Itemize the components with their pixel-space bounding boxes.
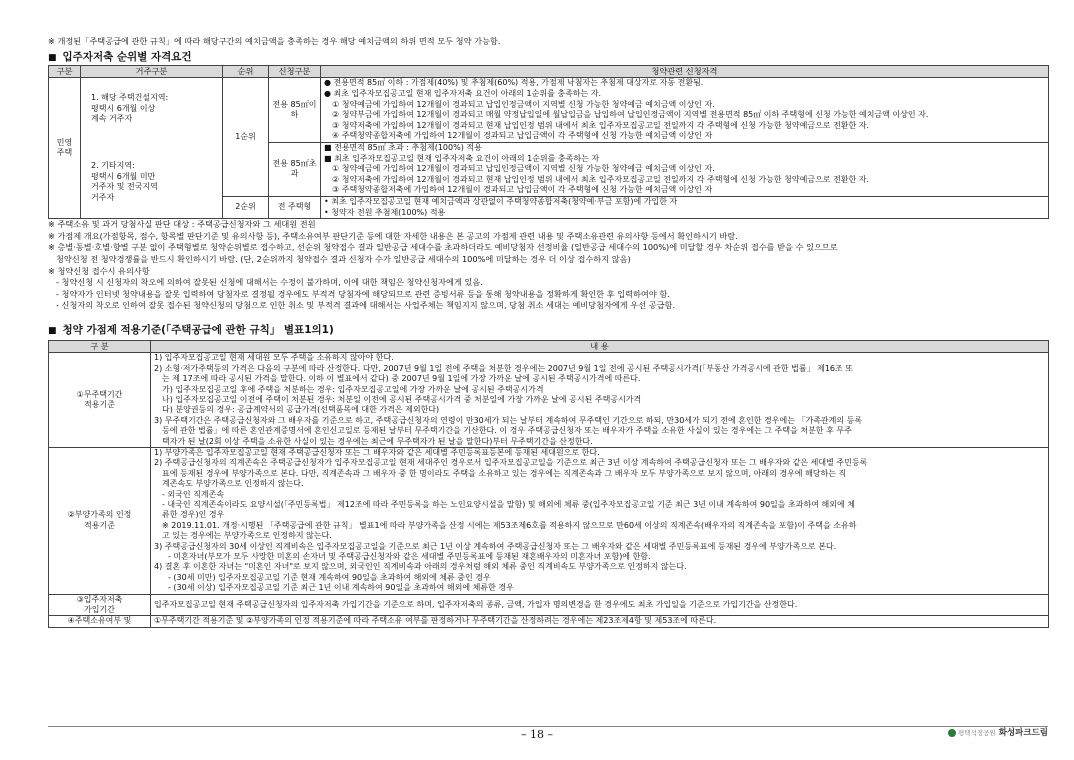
qualification-line: ④ 주택청약종합저축에 가입하여 12개월이 경과되고 납입금액이 각 주택형에 신청 가능한 예치금액 이상인 자 [332, 131, 713, 141]
content-line: - (30세 이상) 입주자모집공고일 기준 최근 1년 이내 계속하여 90일을 초과하여 해외에 체류한 경우 [168, 583, 514, 593]
note-line: ※ 층별·동별·호별·향별 구분 없이 주택형별로 청약순위별로 접수하고, 선순위 청약접수 결과 일반공급 세대수를 초과하더라도 예비당첨자 선정비율 (일반공급 세대수의 100%)에 미달할 경우 차순위 접수를 받을 수 있으므로 [48, 242, 838, 253]
qualification-cell [321, 78, 1049, 143]
header-division: 구 분 [49, 341, 151, 353]
table-header-row [49, 341, 1049, 353]
content-line: 표에 등재된 경우에 부양가족으로 본다. 다만, 직계존속과 그 배우자 중 한 명이라도 주택을 소유하고 있는 경우에는 직계존속과 그 배우자 모두 부양가족으로 보지 않으며, 아래의 경우에 해당하는 직 [162, 468, 847, 478]
content-line: 다) 분양권등의 경우: 공급계약서의 공급가격(선택품목에 대한 가격은 제외한다) [162, 405, 440, 415]
content-line: 3) 무주택기간은 주택공급신청자와 그 배우자를 기준으로 하고, 주택공급신청자의 연령이 만30세가 되는 날부터 계속하여 무주택인 기간으로 하되, 만30세가 되기 전에 혼인한 경우에는 「가족관계의 등록 [154, 415, 863, 425]
row-content-cell [151, 594, 1049, 616]
category-cell: 민영주택 [49, 78, 81, 219]
table-row [49, 353, 1049, 448]
square-bullet-icon: ■ [48, 53, 57, 63]
content-line: 4) 결혼 후 이혼한 자녀는 "미혼인 자녀"로 보지 않으며, 외국인인 직계비속과 아래의 경우처럼 해외 체류 중인 직계비속도 부양가족으로 인정하지 않는다. [154, 562, 687, 572]
rank1-cell: 1순위 [223, 78, 269, 197]
note-line: ※ 청약신청 접수시 유의사항 [48, 265, 150, 276]
brand-name: 화성파크드림 [998, 728, 1048, 738]
row-content-cell [151, 353, 1049, 448]
rank-qualification-table [48, 65, 1049, 219]
row-label-line: 적용기준 [84, 520, 115, 530]
document-page [48, 36, 1048, 628]
row-content-cell [151, 447, 1049, 594]
content-line: - 미혼자녀(부모가 모두 사망한 미혼의 손자녀 및 주택공급신청자와 같은 세대별 주민등록표에 등재된 재혼배우자의 미혼자녀 포함)에 한함. [168, 552, 651, 561]
content-line: 계존속도 부양가족으로 인정하지 않는다. [162, 479, 304, 489]
row-label-line: ③입주자저축 [76, 594, 123, 604]
residence-line: 평택시 6개월 이상 [91, 103, 156, 113]
content-line: 2) 주택공급신청자의 직계존속은 주택공급신청자가 입주자모집공고일 현재 세대주인 경우로서 입주자모집공고일을 기준으로 최근 3년 이상 계속하여 주택공급신청자 또는 그 배우자와 같은 세대별 주민등록 [154, 458, 868, 468]
page-number: – 18 – [521, 728, 553, 741]
type-cell: 전용 85㎡이하 [269, 78, 321, 143]
qualification-line: ① 청약예금에 가입하여 12개월이 경과되고 납입인정금액이 지역별 신청 가능한 청약예금 예치금액 이상인 자. [332, 164, 715, 174]
content-line: 택자가 된 날(2회 이상 주택을 소유한 사실이 있는 경우에는 최근에 무주택자가 된 날을 말한다)부터 무주택기간을 산정한다. [162, 436, 593, 446]
content-line: - 외국인 직계존속 [162, 489, 225, 499]
content-line: 3) 주택공급신청자의 30세 이상인 직계비속은 입주자모집공고일을 기준으로 최근 1년 이상 계속하여 주택공급신청자 또는 그 배우자와 같은 세대별 주민등록표에 등재된 경우에 부양가족으로 본다. [154, 541, 837, 551]
qualification-line: ● 전용면적 85㎡ 이하 : 가점제(40%) 및 추첨제(60%) 적용, 가점제 낙첨자는 추첨제 대상자로 자동 전환됨. [324, 78, 704, 88]
residence-line: 1. 해당 주택건설지역: [91, 93, 169, 103]
content-line: - 내국인 직계존속이라도 요양시설(「주민등록법」 제12조에 따라 주민등록을 하는 노인요양시설을 말함) 및 해외에 체류 중(입주자모집공고일 기준 최근 3년 이내 계속하여 90일을 초과하여 해외에 체 [162, 499, 855, 509]
qualification-line: ■ 전용면적 85㎡ 초과 : 추첨제(100%) 적용 [324, 142, 482, 152]
header-type: 신청구분 [269, 66, 321, 78]
residence-line: 평택시 6개월 미만 [91, 171, 156, 181]
rank2-cell: 2순위 [223, 196, 269, 218]
table-row [49, 78, 1049, 143]
note-line: - 신청자의 착오로 인하여 잘못 접수된 청약신청의 당첨으로 인한 취소 및 부적격 결과에 대해서는 사업주체는 책임지지 않으며, 당첨 취소 세대는 예비당첨자에게 우선 공급함. [56, 300, 676, 311]
row-content-cell [151, 616, 1049, 627]
table-row [49, 447, 1049, 594]
row-label-line: 적용기준 [84, 400, 115, 410]
qualification-line: ■ 최초 입주자모집공고일 현재 입주자저축 요건이 아래의 1순위를 충족하는 자 [324, 153, 600, 163]
qualification-line: ● 최초 입주자모집공고일 현재 입주자저축 요건이 아래의 1순위를 충족하는 자. [324, 89, 602, 98]
row-label-cell [49, 616, 151, 627]
content-line: 1) 부양가족은 입주자모집공고일 현재 주택공급신청자 또는 그 배우자와 같은 세대별 주민등록표등본에 등재된 세대원으로 한다. [154, 447, 600, 457]
content-line: - (30세 미만) 입주자모집공고일 기준 현재 계속하여 90일을 초과하여 해외에 체류 중인 경우 [168, 572, 491, 582]
header-rank: 순위 [223, 66, 269, 78]
point-criteria-table [48, 340, 1049, 628]
brand-small-text: 평택석정공원 [958, 729, 996, 737]
section2-title: ■ 청약 가점제 적용기준(「주택공급에 관한 규칙」 별표1의1) [48, 323, 334, 336]
content-line: 등에 관한 법률」에 따른 혼인관계증명서에 혼인신고일로 등재된 날부터 무주택기간을 기산한다. 이 경우 주택공급신청자 또는 배우자가 주택을 소유한 사실이 있는 경우에는 그 주택을 처분한 후 무주 [162, 426, 852, 436]
note-line: 청약신청 전 청약경쟁률을 반드시 확인하시기 바람. (단, 2순위까지 청약접수 결과 신청자 수가 일반공급 세대수의 100%에 미달하는 경우 더 이상 접수하지 않음) [56, 253, 631, 264]
note-line: - 청약신청 시 신청자의 착오에 의하여 잘못된 신청에 대해서는 수정이 불가하며, 이에 대한 책임은 청약신청자에게 있음. [56, 277, 483, 288]
qualification-line: ③ 청약저축에 가입하여 12개월이 경과되고 현재 납입인정 범위 내에서 최초 입주자모집공고일 전일까지 각 주택형에 신청 가능한 청약예금으로 전환한 자. [332, 120, 870, 130]
header-qualification: 청약관련 신청자격 [321, 66, 1049, 78]
note-line: - 청약자가 인터넷 청약내용을 잘못 입력하여 당첨자로 결정될 경우에도 부적격 당첨자에 해당되므로 관련 증빙서류 등을 통해 청약내용을 정확하게 확인한 후 입력하여야 함. [56, 288, 670, 299]
footer-divider [48, 726, 1048, 727]
content-line: ①무주택기간 적용기준 및 ②부양가족의 인정 적용기준에 따라 주택소유 여부를 판정하거나 무주택기간을 산정하려는 경우에는 제23조제4항 및 제53조에 따른다. [154, 616, 717, 626]
header-category: 구분 [49, 66, 81, 78]
table-row [49, 616, 1049, 627]
qualification-line: • 최초 입주자모집공고일 현재 예치금액과 상관없이 주택청약종합저축(청약예·부금 포함)에 가입한 자 [324, 196, 678, 206]
residence-line: 계속 거주자 [91, 114, 133, 124]
content-line: 가) 입주자모집공고일 후에 주택을 처분하는 경우: 입주자모집공고일에 가장 가까운 날에 공시된 주택공시가격 [162, 384, 544, 394]
note-line: ※ 가점제 개요(가점항목, 점수, 항목별 판단기준 및 유의사항 등), 주택소유여부 판단기준 등에 대한 자세한 내용은 본 공고의 가점제 관련 내용 및 주택소유관련 유의사항 등에서 확인하시기 바람. [48, 230, 738, 241]
content-line: 류한 경우)인 경우 [162, 510, 225, 520]
content-line: 입주자모집공고일 현재 주택공급신청자의 입주자저축 가입기간을 기준으로 하며, 입주자저축의 종류, 금액, 가입자 명의변경을 한 경우에도 최초 가입일을 기준으로 가입기간을 산정한다. [154, 599, 798, 609]
qualification-cell [321, 196, 1049, 218]
notes-block [48, 219, 1048, 312]
type-cell: 전용 85㎡초과 [269, 142, 321, 196]
content-line: 는 제 17조에 따라 공시된 가격을 말한다. 이하 이 별표에서 같다) 중 2007년 9월 1일에 가장 가까운 날에 공시된 주택공시가격에 따른다. [162, 374, 641, 384]
qualification-line: ③ 주택청약종합저축에 가입하여 12개월이 경과되고 납입금액이 각 주택형에 신청 가능한 예치금액 이상인 자 [332, 185, 713, 195]
residence-line: 거주자 [91, 192, 115, 202]
row-label-cell [49, 594, 151, 616]
qualification-line: • 청약자 전원 추첨제(100%) 적용 [324, 207, 446, 217]
square-bullet-icon: ■ [48, 325, 57, 336]
page-footer [0, 729, 1074, 740]
residence-line: 거주자 및 전국지역 [91, 182, 158, 192]
section1-title: ■ 입주자저축 순위별 자격요건 [48, 51, 192, 63]
content-line: ※ 2019.11.01. 개정·시행된 「주택공급에 관한 규칙」 별표1에 따라 부양가족을 산정 시에는 제53조제6호를 적용하지 않으므로 만60세 이상의 직계존속(배우자의 직계존속을 포함)이 주택을 소유하 [162, 520, 857, 530]
row-label-cell [49, 447, 151, 594]
type-cell: 전 주택형 [269, 196, 321, 218]
content-line: 2) 소형·저가주택등의 가격은 다음의 구분에 따라 산정한다. 다만, 2007년 9월 1일 전에 주택을 처분한 경우에는 2007년 9월 1일 전에 공시된 주택공시가격(「부동산 가격공시에 관한 법률」 제16조 또 [154, 363, 854, 373]
row-label-cell [49, 353, 151, 448]
content-line: 고 있는 경우에는 부양가족으로 인정하지 않는다. [162, 531, 332, 541]
row-label-line: 가입기간 [84, 605, 115, 615]
table-header-row [49, 66, 1049, 78]
qualification-line: ① 청약예금에 가입하여 12개월이 경과되고 납입인정금액이 지역별 신청 가능한 청약예금 예치금액 이상인 자. [332, 99, 715, 109]
qualification-line: ② 청약저축에 가입하여 12개월이 경과되고 현재 납입인정 범위 내에서 최초 입주자모집공고일 전일까지 각 주택형에 신청 가능한 청약예금으로 전환한 자. [332, 174, 870, 184]
table-row [49, 594, 1049, 616]
brand-leaf-icon [948, 729, 956, 737]
row-label-line: ④주택소유여부 및 [67, 616, 132, 626]
qualification-cell [321, 142, 1049, 196]
residence-cell [81, 78, 223, 219]
row-label-line: ①무주택기간 [76, 389, 123, 399]
brand-logo [948, 727, 1048, 739]
note-line: ※ 주택소유 및 과거 당첨사실 판단 대상 : 주택공급신청자와 그 세대원 전원 [48, 219, 316, 230]
header-residence: 거주구분 [81, 66, 223, 78]
top-note: ※ 개정된「주택공급에 관한 규칙」에 따라 해당구간의 예치금액을 충족하는 경우 해당 예치금액의 하위 면적 모두 청약 가능함. [48, 36, 501, 46]
residence-line: 2. 기타지역: [91, 160, 135, 170]
header-content: 내 용 [151, 341, 1049, 353]
qualification-line: ② 청약부금에 가입하여 12개월이 경과되고 매월 약정납입일에 월납입금을 납입하여 납입인정금액이 지역별 전용면적 85㎡ 이하 주택형에 신청 가능한 예치금액 이상인 자. [332, 110, 929, 120]
content-line: 1) 입주자모집공고일 현재 세대원 모두 주택을 소유하지 않아야 한다. [154, 353, 394, 363]
content-line: 나) 입주자모집공고일 이전에 주택이 처분된 경우: 처분일 이전에 공시된 주택공시가격 중 처분일에 가장 가까운 날에 공시된 주택공시가격 [162, 394, 642, 404]
row-label-line: ②부양가족의 인정 [67, 510, 132, 520]
